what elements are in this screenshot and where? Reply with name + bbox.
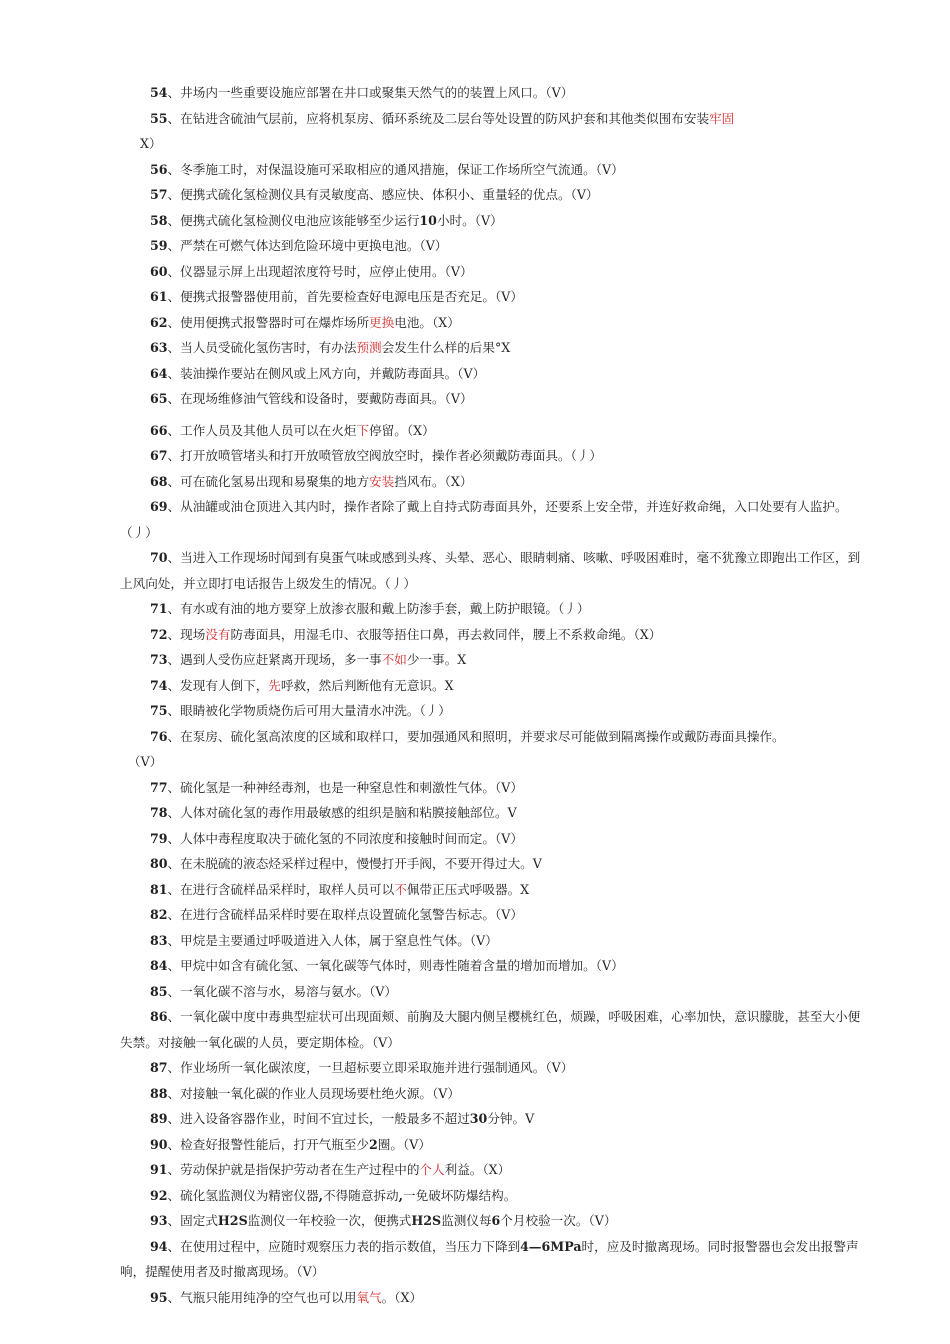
list-item: [0, 182, 950, 208]
item-text: 、发现有人倒下，: [167, 677, 269, 693]
item-text: 、便携式硫化氢检测仪电池应该能够至少运行: [167, 212, 420, 228]
item-number: 94: [150, 1238, 168, 1254]
list-item: [0, 386, 950, 412]
list-item: [0, 1183, 950, 1209]
item-text: 、人体中毒程度取决于硫化氢的不同浓度和接触时间而定。（V）: [167, 830, 523, 846]
item-text: 停留。（X）: [369, 422, 435, 438]
item-number: 61: [150, 289, 168, 304]
item-number: 82: [150, 907, 168, 922]
item-text: 佩带正压式呼吸器。X: [406, 881, 530, 897]
list-item: [0, 418, 950, 444]
item-highlight-text: 不如: [381, 652, 407, 667]
item-text: 、人体对硫化氢的毒作用最敏感的组织是脑和粘膜接触部位。V: [167, 805, 517, 820]
list-item: [0, 284, 950, 310]
item-number: 87: [150, 1060, 168, 1075]
item-bold-text: H2S: [411, 1213, 442, 1228]
list-item: [0, 494, 950, 545]
item-text: 、甲烷中如含有硫化氢、一氧化碳等气体时，则毒性随着含量的增加而增加。（V）: [167, 958, 624, 973]
item-text: 分钟。V: [487, 1111, 535, 1126]
item-text: 、对接触一氧化碳的作业人员现场要杜绝火源。（V）: [167, 1085, 460, 1101]
list-item: [0, 800, 950, 826]
item-text: 、打开放喷管堵头和打开放喷管放空阀放空时，操作者必须戴防毒面具。（丿）: [167, 448, 603, 463]
item-highlight-text: 没有: [205, 626, 231, 642]
item-text: 小时。（V）: [436, 212, 503, 228]
item-number: 67: [150, 448, 168, 463]
item-number: 93: [150, 1213, 168, 1228]
list-item: [0, 1157, 950, 1183]
item-text: 、眼睛被化学物质烧伤后可用大量清水冲洗。（丿）: [167, 703, 451, 718]
item-text: 、仪器显示屏上出现超浓度符号时，应停止使用。（V）: [167, 263, 473, 279]
item-number: 89: [150, 1111, 168, 1126]
list-item: [0, 826, 950, 852]
list-item: [0, 1285, 950, 1311]
item-text: 个月校验一次。（V）: [500, 1213, 617, 1228]
item-number: 81: [150, 881, 168, 897]
item-text: 、井场内一些重要设施应部署在井口或聚集天然气的的装置上风口。（V）: [167, 85, 574, 100]
item-bold-text: 10: [419, 212, 437, 228]
item-text: 、固定式: [167, 1213, 218, 1228]
list-item: [0, 1055, 950, 1081]
list-item: [0, 1004, 950, 1055]
item-text: 、劳动保护就是指保护劳动者在生产过程中的: [167, 1162, 420, 1177]
item-highlight-text: 下: [356, 422, 370, 438]
list-item: [0, 622, 950, 648]
item-text: 不得随意拆动: [323, 1187, 399, 1203]
item-text: 监测仪一年校验一次，便携式: [247, 1213, 412, 1228]
item-number: 80: [150, 856, 168, 871]
item-number: 66: [150, 422, 168, 438]
list-item: [0, 1234, 950, 1285]
list-item: [0, 310, 950, 336]
item-number: 54: [150, 85, 168, 100]
item-number: 59: [150, 238, 168, 253]
item-highlight-text: 先: [268, 677, 281, 693]
item-number: 68: [150, 473, 168, 489]
item-text: 利益。（X）: [444, 1162, 511, 1177]
item-highlight-text: 个人: [419, 1162, 445, 1177]
item-number: 95: [150, 1289, 168, 1305]
list-item: [0, 106, 950, 132]
item-number: 86: [150, 1009, 168, 1024]
item-bold-text: 4—6MPa: [520, 1238, 582, 1254]
list-item: [0, 469, 950, 495]
list-item: [0, 80, 950, 106]
list-item: [0, 1081, 950, 1107]
list-item: [0, 443, 950, 469]
item-bold-text: H2S: [217, 1213, 248, 1228]
item-text: 、一氧化碳不溶与水，易溶与氨水。（V）: [167, 983, 398, 999]
list-item: [0, 1208, 950, 1234]
item-number: 85: [150, 983, 168, 999]
item-highlight-text: 预测: [356, 340, 382, 355]
item-text: 、在进行含硫样品采样时，取样人员可以: [167, 881, 395, 897]
item-text: 、便携式硫化氢检测仪具有灵敏度高、感应快、体积小、重量轻的优点。（V）: [167, 187, 599, 202]
item-text: 、气瓶只能用纯净的空气也可以用: [167, 1289, 357, 1305]
list-item: [0, 775, 950, 801]
item-text: 、检查好报警性能后，打开气瓶至少: [167, 1136, 370, 1152]
item-number: 91: [150, 1162, 168, 1177]
item-number: 56: [150, 161, 168, 177]
item-text: 、在未脱硫的液态烃采样过程中，慢慢打开手阀，不要开得过大。V: [167, 856, 542, 871]
item-number: 84: [150, 958, 168, 973]
item-number: 74: [150, 677, 168, 693]
item-number: 58: [150, 212, 168, 228]
list-item: [0, 545, 950, 596]
item-text: 、遇到人受伤应赶紧离开现场，多一事: [167, 652, 382, 667]
list-item: [0, 851, 950, 877]
list-item: [0, 1106, 950, 1132]
item-number: 73: [150, 652, 168, 667]
item-text: 、现场: [167, 626, 206, 642]
item-highlight-text: 牢固: [709, 110, 735, 126]
item-text: 、在现场维修油气管线和设备时，要戴防毒面具。（V）: [167, 391, 473, 406]
item-text: 时，应及时撤离现场。同时报警器也会发出报警声响，提醒使用者及时撤离现场。（V）: [120, 1238, 859, 1279]
item-continuation-text: （V）: [128, 754, 163, 769]
list-item: [0, 673, 950, 699]
item-highlight-text: 更换: [369, 314, 395, 330]
list-item: [0, 208, 950, 234]
item-highlight-text: 氧气: [356, 1289, 382, 1305]
item-number: 57: [150, 187, 168, 202]
list-item: [0, 724, 950, 750]
list-item-continuation: [0, 131, 950, 157]
list-item: [0, 647, 950, 673]
item-number: 71: [150, 601, 168, 616]
item-number: 69: [150, 499, 168, 514]
item-text: 、使用便携式报警器时可在爆炸场所: [167, 314, 370, 330]
item-text: 、冬季施工时，对保温设施可采取相应的通风措施，保证工作场所空气流通。（V）: [167, 161, 624, 177]
item-text: 、装油操作要站在侧风或上风方向，并戴防毒面具。（V）: [167, 365, 486, 381]
item-bold-text: 6: [491, 1213, 501, 1228]
item-text: 。（X）: [381, 1289, 423, 1305]
item-text: 、可在硫化氢易出现和易聚集的地方: [167, 473, 370, 489]
item-text: 会发生什么样的后果°X: [381, 340, 511, 355]
item-text: 少一事。X: [406, 652, 467, 667]
item-text: 、作业场所一氧化碳浓度，一旦超标要立即采取施并进行强制通风。（V）: [167, 1060, 574, 1075]
item-number: 64: [150, 365, 168, 381]
item-text: 、硫化氢是一种神经毒剂，也是一种窒息性和刺激性气体。（V）: [167, 779, 523, 795]
item-number: 60: [150, 263, 168, 279]
item-text: 、在使用过程中，应随时观察压力表的指示数值，当压力下降到: [167, 1238, 521, 1254]
item-text: 监测仪每: [441, 1213, 492, 1228]
item-text: 、当人员受硫化氢伤害时，有办法: [167, 340, 357, 355]
item-text: 圈。（V）: [377, 1136, 431, 1152]
list-item: [0, 953, 950, 979]
list-item: [0, 698, 950, 724]
item-number: 76: [150, 728, 168, 744]
list-item: [0, 157, 950, 183]
item-text: 、有水或有油的地方要穿上放渗衣服和戴上防渗手套，戴上防护眼镜。（丿）: [167, 601, 590, 616]
item-number: 92: [150, 1187, 168, 1203]
list-item: [0, 979, 950, 1005]
item-continuation-text: X）: [140, 136, 162, 151]
item-number: 55: [150, 110, 168, 126]
item-text: 、在钻进含硫油气层前，应将机泵房、循环系统及二层台等处设置的防风护套和其他类似围布安装: [167, 110, 710, 126]
list-item: [0, 596, 950, 622]
item-number: 62: [150, 314, 168, 330]
item-highlight-text: 安装: [369, 473, 395, 489]
item-bold-text: 2: [369, 1136, 378, 1152]
item-text: 、在进行含硫样品采样时要在取样点设置硫化氢警告标志。（V）: [167, 907, 523, 922]
item-text: 、进入设备容器作业，时间不宜过长，一般最多不超过: [167, 1111, 470, 1126]
item-text: 一免破坏防爆结构。: [403, 1187, 517, 1203]
item-number: 79: [150, 830, 168, 846]
item-bold-text: ,: [318, 1187, 324, 1203]
item-number: 72: [150, 626, 168, 642]
item-text: 、甲烷是主要通过呼吸道进入人体，属于窒息性气体。（V）: [167, 932, 498, 948]
list-item: [0, 259, 950, 285]
item-text: 挡风布。（X）: [394, 473, 473, 489]
list-item: [0, 928, 950, 954]
item-text: 、当进入工作现场时闻到有臭蛋气味或感到头疼、头晕、恶心、眼睛刺痛、咳嗽、呼吸困难时，毫不犹豫立即跑出工作区，到上风向处，并立即打电话报告上级发生的情况。（丿）: [120, 550, 861, 591]
item-text: 呼救，然后判断他有无意识。X: [280, 677, 454, 693]
item-number: 83: [150, 932, 168, 948]
list-item: [0, 1132, 950, 1158]
item-number: 65: [150, 391, 168, 406]
list-item: [0, 902, 950, 928]
item-number: 88: [150, 1085, 168, 1101]
item-text: 、便携式报警器使用前，首先要检查好电源电压是否充足。（V）: [167, 289, 523, 304]
item-text: 、严禁在可燃气体达到危险环境中更换电池。（V）: [167, 238, 448, 253]
item-number: 78: [150, 805, 168, 820]
item-text: 、在泵房、硫化氢高浓度的区域和取样口，要加强通风和照明，并要求尽可能做到隔离操作或戴防毒面具操作。: [167, 728, 785, 744]
list-item-continuation: [0, 749, 950, 775]
document-page: [0, 80, 950, 1310]
item-number: 90: [150, 1136, 168, 1152]
item-bold-text: ,: [398, 1187, 403, 1203]
item-text: 防毒面具，用湿毛巾、衣服等捂住口鼻，再去救同伴，腰上不系救命绳。（X）: [230, 626, 662, 642]
list-item: [0, 233, 950, 259]
list-item: [0, 335, 950, 361]
item-number: 75: [150, 703, 168, 718]
item-number: 63: [150, 340, 168, 355]
item-text: 、从油罐或油仓顶进入其内时，操作者除了戴上自持式防毒面具外，还要系上安全带，并连好救命绳，入口处要有人监护。（丿）: [120, 499, 848, 540]
item-number: 77: [150, 779, 168, 795]
item-text: 、工作人员及其他人员可以在火炬: [167, 422, 357, 438]
item-bold-text: 30: [469, 1111, 488, 1126]
item-text: 、一氧化碳中度中毒典型症状可出现面颊、前胸及大腿内侧呈樱桃红色，烦躁，呼吸困难，心率加快，意识朦胧，甚至大小便失禁。对接触一氧化碳的人员，要定期体检。（V）: [120, 1009, 861, 1050]
item-number: 70: [150, 550, 168, 565]
list-item: [0, 877, 950, 903]
list-item: [0, 361, 950, 387]
item-text: 电池。（X）: [394, 314, 460, 330]
item-text: 、硫化氢监测仪为精密仪器: [167, 1187, 319, 1203]
item-highlight-text: 不: [394, 881, 407, 897]
